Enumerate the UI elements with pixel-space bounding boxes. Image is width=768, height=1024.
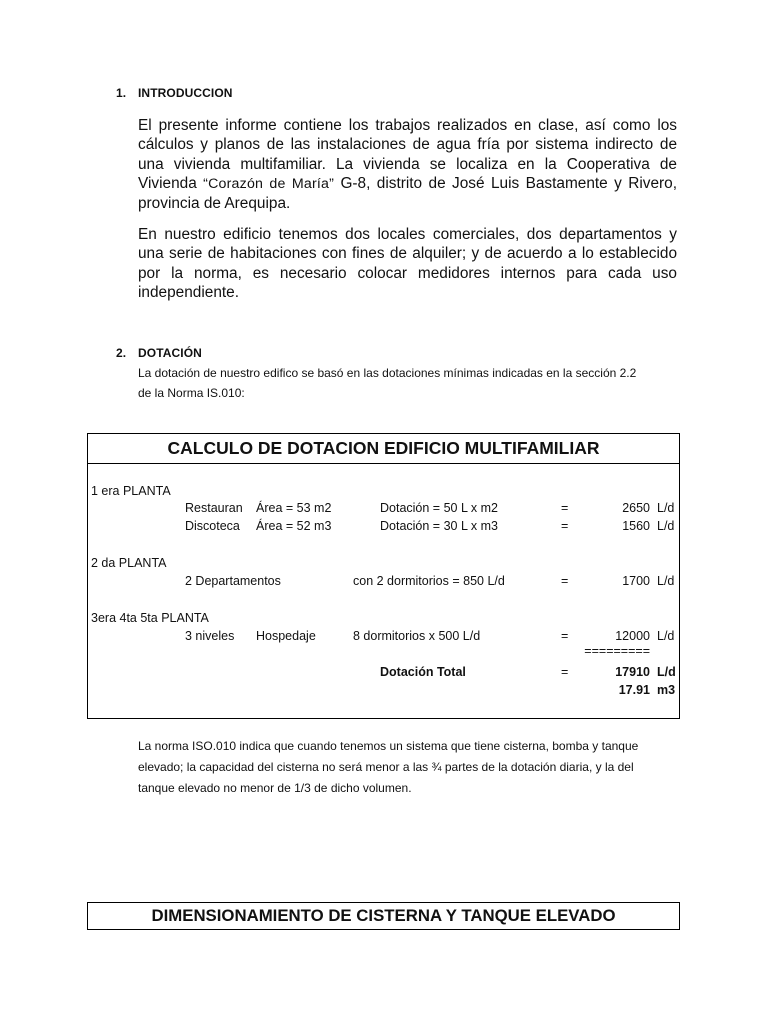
dimensionamiento-title: DIMENSIONAMIENTO DE CISTERNA Y TANQUE ELEVADO	[151, 906, 616, 925]
row-hospedaje-type: Hospedaje	[256, 629, 316, 643]
section-2-number: 2.	[116, 346, 127, 360]
norma-note	[138, 736, 638, 799]
row-discoteca-name: Discoteca	[185, 519, 240, 533]
total-unit-m3: m3	[657, 683, 676, 697]
section-1-heading	[116, 86, 233, 100]
total-label: Dotación Total	[380, 665, 466, 679]
intro-paragraph-1	[138, 116, 677, 213]
dotacion-calc-table	[87, 433, 680, 719]
dotacion-intro	[138, 363, 636, 403]
row-departamentos-equals: =	[561, 574, 569, 588]
floor-1-label: 1 era PLANTA	[91, 484, 171, 498]
row-restaurant-equals: =	[561, 501, 569, 515]
norma-note-line-2: elevado; la capacidad del cisterna no será menor a las ¾ partes de la dotación diaria, y la del	[138, 760, 634, 774]
floor-3-5-label: 3era 4ta 5ta PLANTA	[91, 611, 209, 625]
row-hospedaje-unit: L/d	[657, 629, 675, 643]
row-hospedaje-name: 3 niveles	[185, 629, 235, 643]
calc-table-divider	[88, 463, 679, 464]
total-value-m3: 17.91	[618, 683, 650, 697]
total-equals: =	[561, 665, 569, 679]
row-hospedaje-dotacion: 8 dormitorios x 500 L/d	[353, 629, 481, 643]
row-discoteca-dotacion: Dotación = 30 L x m3	[380, 519, 499, 533]
norma-note-line-1: La norma ISO.010 indica que cuando tenemos un sistema que tiene cisterna, bomba y tanque	[138, 739, 639, 753]
total-value-liters: 17910	[615, 665, 650, 679]
row-departamentos-unit: L/d	[657, 574, 675, 588]
norma-note-line-3: tanque elevado no menor de 1/3 de dicho volumen.	[138, 781, 412, 795]
intro-paragraph-1-start: El presente informe contiene los trabajos realizados en clase, así como los cálculos y planos de las instalaciones de agua fría por sistema indirecto de una vivienda multifamiliar. La vivienda se localiza en la Cooperativa de Vivienda	[138, 117, 677, 192]
floor-2-label: 2 da PLANTA	[91, 556, 167, 570]
calc-table-title: CALCULO DE DOTACION EDIFICIO MULTIFAMILIAR	[167, 438, 600, 458]
total-unit-liters: L/d	[657, 665, 676, 679]
row-restaurant-area: Área = 53 m2	[256, 501, 332, 515]
section-2-heading	[116, 346, 202, 360]
row-departamentos-value: 1700	[622, 574, 650, 588]
section-2-title: DOTACIÓN	[138, 346, 202, 360]
intro-paragraph-1-end: G-8, distrito de José Luis Bastamente y Rivero, provincia de Arequipa.	[138, 174, 677, 213]
section-1-number: 1.	[116, 86, 127, 100]
row-departamentos-dotacion: con 2 dormitorios = 850 L/d	[353, 574, 505, 588]
row-hospedaje-equals: =	[561, 629, 569, 643]
dotacion-intro-line-2: de la Norma IS.010:	[138, 386, 245, 400]
dotacion-intro-line-1: La dotación de nuestro edifico se basó en las dotaciones mínimas indicadas en la sección 2.2	[138, 366, 637, 380]
sum-separator: =========	[584, 644, 650, 658]
row-departamentos-name: 2 Departamentos	[185, 574, 281, 588]
row-restaurant-name: Restauran	[185, 501, 243, 515]
row-hospedaje-value: 12000	[615, 629, 650, 643]
dimensionamiento-box	[87, 902, 680, 930]
row-discoteca-equals: =	[561, 519, 569, 533]
row-restaurant-unit: L/d	[657, 501, 675, 515]
intro-paragraph-2: En nuestro edificio tenemos dos locales comerciales, dos departamentos y una serie de habitaciones con fines de alquiler; y de acuerdo a lo establecido por la norma, es necesario colocar medidores internos para cada uso independiente.	[138, 226, 677, 301]
row-restaurant-dotacion: Dotación = 50 L x m2	[380, 501, 499, 515]
row-discoteca-unit: L/d	[657, 519, 675, 533]
row-discoteca-area: Área = 52 m3	[256, 519, 332, 533]
cooperative-name: “Corazón de María”	[203, 175, 335, 192]
row-discoteca-value: 1560	[622, 519, 650, 533]
row-restaurant-value: 2650	[622, 501, 650, 515]
section-1-title: INTRODUCCION	[138, 86, 233, 100]
